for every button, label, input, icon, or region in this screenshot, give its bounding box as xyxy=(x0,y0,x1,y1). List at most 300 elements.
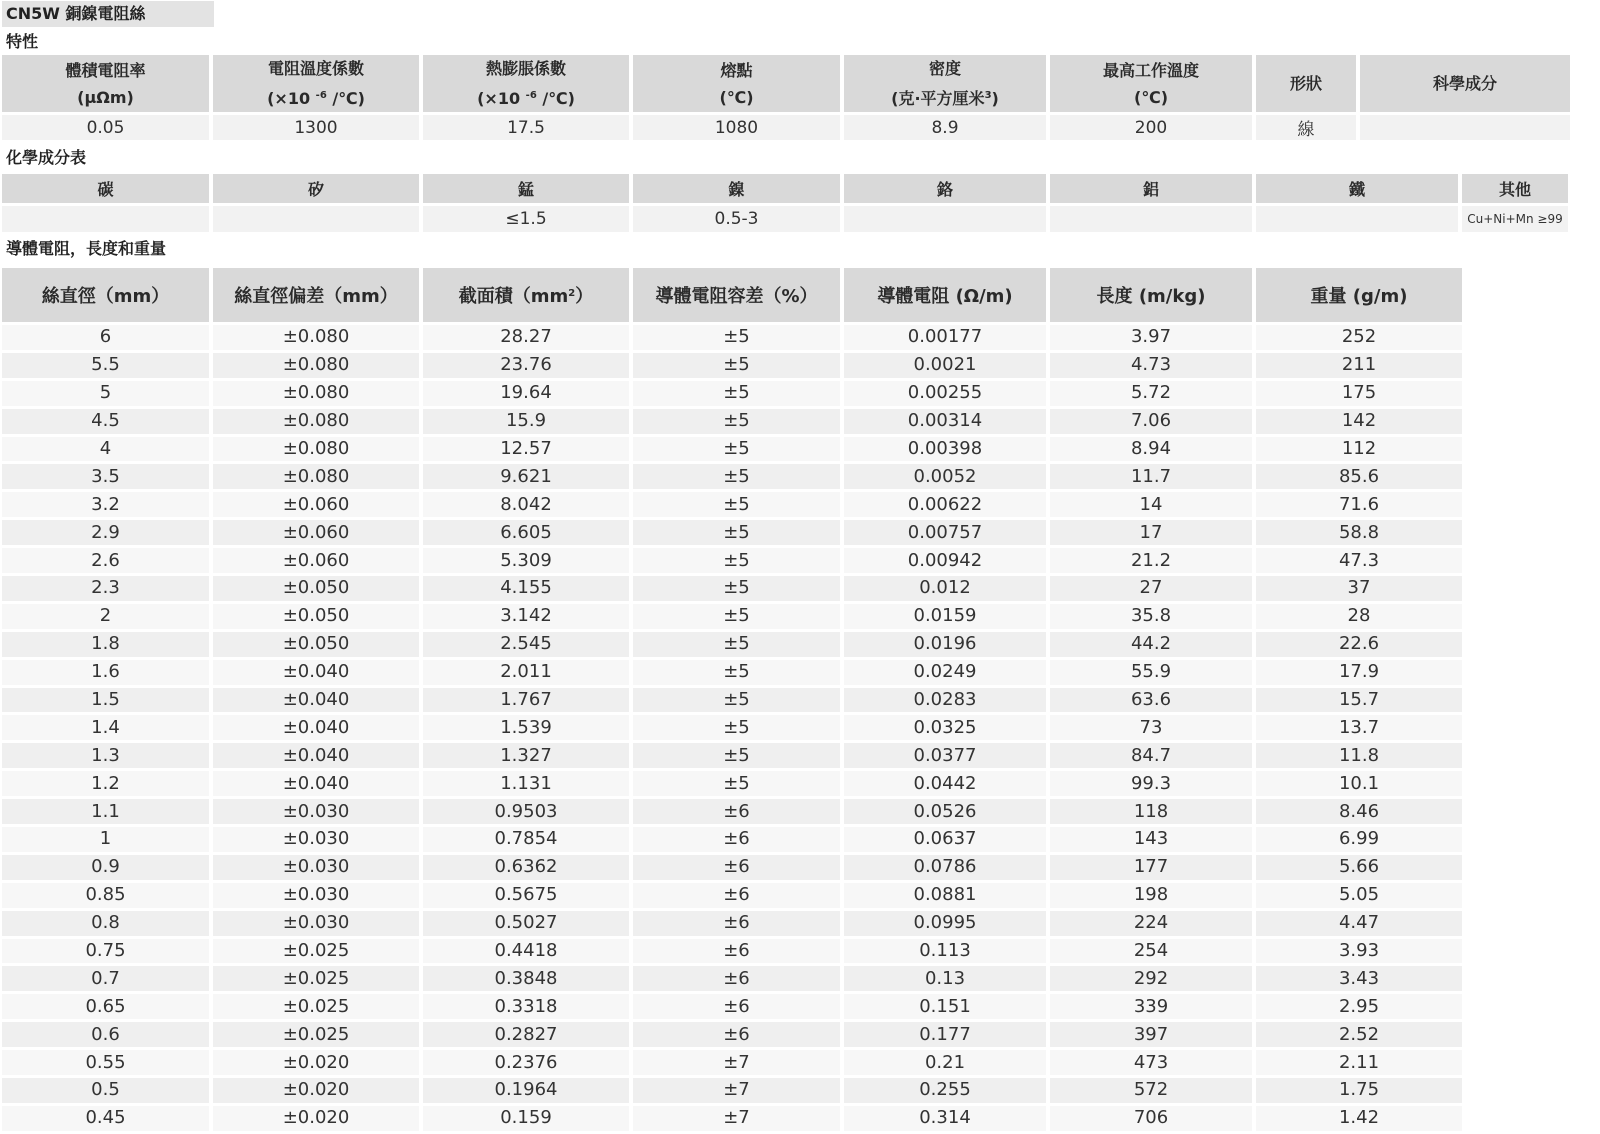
table-cell: ±6 xyxy=(633,883,844,911)
table-cell: 706 xyxy=(1050,1106,1256,1134)
table-cell: 254 xyxy=(1050,939,1256,967)
table-row xyxy=(2,353,1466,381)
table-cell: 1 xyxy=(2,827,213,855)
table-cell: 4.47 xyxy=(1256,911,1466,939)
property-header xyxy=(1256,55,1360,115)
table-cell: 3.2 xyxy=(2,492,213,520)
table-cell: 2.11 xyxy=(1256,1050,1466,1078)
conductor-header-label: 絲直徑（mm） xyxy=(41,286,170,307)
table-cell: 0.0196 xyxy=(844,632,1050,660)
property-header-line2 xyxy=(2,84,209,111)
table-cell: ±0.040 xyxy=(213,688,423,716)
table-cell: ±5 xyxy=(633,437,844,465)
conductor-table xyxy=(2,268,1466,1134)
property-value: 線 xyxy=(1256,115,1360,143)
table-cell: ±6 xyxy=(633,827,844,855)
table-cell: ±0.040 xyxy=(213,743,423,771)
table-cell: 0.65 xyxy=(2,994,213,1022)
conductor-header-tail: ） xyxy=(575,286,594,307)
element-value: Cu+Ni+Mn ≥99 xyxy=(1462,206,1572,235)
properties-section-label: 特性 xyxy=(6,32,39,51)
table-cell: 175 xyxy=(1256,381,1466,409)
table-cell: 15.9 xyxy=(423,409,633,437)
table-cell: 112 xyxy=(1256,437,1466,465)
table-cell: ±0.030 xyxy=(213,883,423,911)
property-header-line1: 形狀 xyxy=(1289,74,1322,93)
table-cell: ±5 xyxy=(633,715,844,743)
table-cell: ±0.030 xyxy=(213,827,423,855)
table-row xyxy=(2,715,1466,743)
conductor-header xyxy=(844,268,1050,325)
table-cell: 198 xyxy=(1050,883,1256,911)
property-header-line2 xyxy=(844,82,1046,112)
table-cell: ±0.020 xyxy=(213,1078,423,1106)
table-row xyxy=(2,492,1466,520)
conductor-header-label: 重量 (g/m) xyxy=(1310,286,1408,307)
table-cell: ±0.060 xyxy=(213,492,423,520)
table-cell: 47.3 xyxy=(1256,548,1466,576)
table-cell: ±6 xyxy=(633,1022,844,1050)
table-cell: ±0.060 xyxy=(213,548,423,576)
property-header-unit: (克·平方厘米 xyxy=(891,89,985,108)
element-header: 鋁 xyxy=(1050,174,1256,206)
table-cell: 35.8 xyxy=(1050,604,1256,632)
table-cell: 0.255 xyxy=(844,1078,1050,1106)
table-cell: 8.042 xyxy=(423,492,633,520)
table-cell: 473 xyxy=(1050,1050,1256,1078)
property-header-unit: (℃) xyxy=(1134,87,1168,107)
table-cell: 397 xyxy=(1050,1022,1256,1050)
chemistry-section-label: 化學成分表 xyxy=(6,148,87,167)
table-cell: ±0.050 xyxy=(213,604,423,632)
table-cell: 0.00177 xyxy=(844,325,1050,353)
conductor-header xyxy=(2,268,213,325)
table-cell: 0.6362 xyxy=(423,855,633,883)
table-cell: ±6 xyxy=(633,994,844,1022)
table-cell: 224 xyxy=(1050,911,1256,939)
table-cell: ±7 xyxy=(633,1106,844,1134)
table-cell: 0.2827 xyxy=(423,1022,633,1050)
table-cell: 4.5 xyxy=(2,409,213,437)
table-cell: ±5 xyxy=(633,576,844,604)
element-header: 碳 xyxy=(2,174,213,206)
table-cell: 11.8 xyxy=(1256,743,1466,771)
property-header-line2 xyxy=(213,82,419,112)
table-cell: ±5 xyxy=(633,325,844,353)
table-cell: 1.42 xyxy=(1256,1106,1466,1134)
table-cell: ±0.080 xyxy=(213,353,423,381)
table-cell: 8.94 xyxy=(1050,437,1256,465)
table-cell: ±5 xyxy=(633,771,844,799)
table-cell: 0.00757 xyxy=(844,520,1050,548)
table-row xyxy=(2,632,1466,660)
table-cell: 55.9 xyxy=(1050,660,1256,688)
conductor-header xyxy=(633,268,844,325)
property-header-unit-tail: /℃) xyxy=(326,89,365,108)
table-cell: 0.0442 xyxy=(844,771,1050,799)
table-cell: 0.012 xyxy=(844,576,1050,604)
table-cell: 8.46 xyxy=(1256,799,1466,827)
element-value: 0.5-3 xyxy=(633,206,844,235)
table-cell: 2.52 xyxy=(1256,1022,1466,1050)
table-cell: ±6 xyxy=(633,855,844,883)
table-cell: 0.00622 xyxy=(844,492,1050,520)
table-cell: 2 xyxy=(2,604,213,632)
table-cell: 0.75 xyxy=(2,939,213,967)
conductor-header xyxy=(423,268,633,325)
property-value: 0.05 xyxy=(2,115,213,143)
table-cell: 0.7854 xyxy=(423,827,633,855)
table-cell: 1.767 xyxy=(423,688,633,716)
table-cell: ±0.025 xyxy=(213,939,423,967)
table-cell: 177 xyxy=(1050,855,1256,883)
conductor-header xyxy=(213,268,423,325)
table-cell: 1.1 xyxy=(2,799,213,827)
table-cell: 0.159 xyxy=(423,1106,633,1134)
table-cell: 0.5675 xyxy=(423,883,633,911)
table-cell: ±5 xyxy=(633,548,844,576)
table-row xyxy=(2,381,1466,409)
element-value: ≤1.5 xyxy=(423,206,633,235)
table-cell: 0.45 xyxy=(2,1106,213,1134)
conductor-header-label: 導體電阻容差（%） xyxy=(655,286,818,307)
table-cell: ±0.080 xyxy=(213,437,423,465)
table-cell: 0.0159 xyxy=(844,604,1050,632)
table-cell: 0.0377 xyxy=(844,743,1050,771)
table-cell: ±7 xyxy=(633,1050,844,1078)
table-cell: 0.113 xyxy=(844,939,1050,967)
table-cell: 7.06 xyxy=(1050,409,1256,437)
table-cell: 1.8 xyxy=(2,632,213,660)
table-cell: ±0.080 xyxy=(213,325,423,353)
table-row xyxy=(2,994,1466,1022)
table-cell: 0.0021 xyxy=(844,353,1050,381)
table-cell: 1.2 xyxy=(2,771,213,799)
element-header: 鉻 xyxy=(844,174,1050,206)
table-cell: ±0.030 xyxy=(213,799,423,827)
conductor-header-exponent: 2 xyxy=(568,288,576,299)
table-row xyxy=(2,1106,1466,1134)
table-cell: ±5 xyxy=(633,520,844,548)
table-cell: 4.73 xyxy=(1050,353,1256,381)
table-cell: ±5 xyxy=(633,632,844,660)
table-cell: 0.0052 xyxy=(844,464,1050,492)
property-header-line1: 熔點 xyxy=(720,60,753,80)
table-cell: ±0.025 xyxy=(213,1022,423,1050)
table-cell: 2.6 xyxy=(2,548,213,576)
table-cell: 10.1 xyxy=(1256,771,1466,799)
table-cell: 3.142 xyxy=(423,604,633,632)
element-header: 鐵 xyxy=(1256,174,1462,206)
table-row xyxy=(2,799,1466,827)
table-cell: 12.57 xyxy=(423,437,633,465)
table-cell: 19.64 xyxy=(423,381,633,409)
property-header-line1: 科學成分 xyxy=(1432,74,1497,93)
table-cell: 0.00398 xyxy=(844,437,1050,465)
table-cell: 3.43 xyxy=(1256,966,1466,994)
table-row xyxy=(2,325,1466,353)
table-cell: 5.72 xyxy=(1050,381,1256,409)
table-cell: 22.6 xyxy=(1256,632,1466,660)
table-cell: 17 xyxy=(1050,520,1256,548)
table-cell: 292 xyxy=(1050,966,1256,994)
table-cell: 0.0881 xyxy=(844,883,1050,911)
table-cell: 0.0325 xyxy=(844,715,1050,743)
table-cell: 84.7 xyxy=(1050,743,1256,771)
table-row xyxy=(2,855,1466,883)
table-cell: ±5 xyxy=(633,688,844,716)
conductor-header-label: 導體電阻 (Ω/m) xyxy=(877,286,1013,307)
table-cell: 21.2 xyxy=(1050,548,1256,576)
property-header-line2 xyxy=(633,84,840,111)
property-header-unit: (×10 xyxy=(267,89,316,108)
table-cell: 0.0249 xyxy=(844,660,1050,688)
table-cell: 58.8 xyxy=(1256,520,1466,548)
table-cell: 3.5 xyxy=(2,464,213,492)
table-cell: 2.011 xyxy=(423,660,633,688)
table-cell: 0.6 xyxy=(2,1022,213,1050)
table-row xyxy=(2,1050,1466,1078)
conductor-header xyxy=(1050,268,1256,325)
table-cell: ±0.020 xyxy=(213,1050,423,1078)
table-cell: 4 xyxy=(2,437,213,465)
table-row xyxy=(2,743,1466,771)
table-cell: 23.76 xyxy=(423,353,633,381)
table-cell: ±0.025 xyxy=(213,994,423,1022)
property-value: 1080 xyxy=(633,115,844,143)
table-cell: 143 xyxy=(1050,827,1256,855)
table-cell: 1.539 xyxy=(423,715,633,743)
table-cell: ±0.030 xyxy=(213,911,423,939)
table-cell: ±0.025 xyxy=(213,966,423,994)
table-cell: 63.6 xyxy=(1050,688,1256,716)
table-cell: ±5 xyxy=(633,492,844,520)
table-cell: ±6 xyxy=(633,911,844,939)
table-cell: 5.66 xyxy=(1256,855,1466,883)
table-row xyxy=(2,911,1466,939)
element-value xyxy=(2,206,213,235)
element-value xyxy=(844,206,1050,235)
property-header-exponent: 3 xyxy=(984,90,992,101)
table-row xyxy=(2,604,1466,632)
table-cell: 0.9 xyxy=(2,855,213,883)
table-cell: 0.177 xyxy=(844,1022,1050,1050)
property-header xyxy=(213,55,423,115)
property-header xyxy=(1050,55,1256,115)
table-cell: ±0.060 xyxy=(213,520,423,548)
table-cell: ±0.030 xyxy=(213,855,423,883)
table-cell: 17.9 xyxy=(1256,660,1466,688)
property-header-line2 xyxy=(423,82,629,112)
table-cell: 14 xyxy=(1050,492,1256,520)
element-value xyxy=(213,206,423,235)
property-header-line1: 體積電阻率 xyxy=(65,60,146,80)
conductor-header-label: 長度 (m/kg) xyxy=(1096,286,1206,307)
element-header: 其他 xyxy=(1462,174,1572,206)
table-cell: 0.0786 xyxy=(844,855,1050,883)
table-cell: 27 xyxy=(1050,576,1256,604)
table-row xyxy=(2,688,1466,716)
table-cell: 1.327 xyxy=(423,743,633,771)
table-cell: ±6 xyxy=(633,966,844,994)
table-cell: ±5 xyxy=(633,604,844,632)
table-cell: 37 xyxy=(1256,576,1466,604)
table-cell: 1.75 xyxy=(1256,1078,1466,1106)
table-cell: 211 xyxy=(1256,353,1466,381)
table-row xyxy=(2,966,1466,994)
property-value: 17.5 xyxy=(423,115,633,143)
property-header-line1: 密度 xyxy=(928,59,961,78)
property-header xyxy=(844,55,1050,115)
property-header-unit: (℃) xyxy=(719,87,754,107)
property-header-line2 xyxy=(1050,84,1252,111)
element-value xyxy=(1050,206,1256,235)
property-header-line1: 電阻溫度係數 xyxy=(267,59,364,78)
table-row xyxy=(2,660,1466,688)
table-cell: 6.605 xyxy=(423,520,633,548)
table-cell: ±0.080 xyxy=(213,464,423,492)
table-cell: ±6 xyxy=(633,799,844,827)
table-cell: 118 xyxy=(1050,799,1256,827)
property-header-unit-tail: /℃) xyxy=(536,89,575,108)
property-header-unit-tail: ) xyxy=(991,89,999,108)
table-cell: 0.00942 xyxy=(844,548,1050,576)
table-cell: 0.5 xyxy=(2,1078,213,1106)
property-value xyxy=(1360,115,1574,143)
table-cell: 0.1964 xyxy=(423,1078,633,1106)
table-row xyxy=(2,1078,1466,1106)
property-header-line1: 最高工作溫度 xyxy=(1102,60,1199,80)
table-cell: 572 xyxy=(1050,1078,1256,1106)
chemistry-table xyxy=(2,174,1572,235)
table-row xyxy=(2,576,1466,604)
table-cell: 0.8 xyxy=(2,911,213,939)
property-header-exponent: -6 xyxy=(315,90,327,101)
conductor-header-label: 截面積（mm xyxy=(458,286,569,307)
table-row xyxy=(2,939,1466,967)
table-cell: 0.55 xyxy=(2,1050,213,1078)
table-cell: 3.97 xyxy=(1050,325,1256,353)
table-cell: 28.27 xyxy=(423,325,633,353)
table-cell: 6.99 xyxy=(1256,827,1466,855)
conductor-section-label: 導體電阻，長度和重量 xyxy=(6,239,167,258)
table-cell: ±0.040 xyxy=(213,660,423,688)
table-cell: 0.85 xyxy=(2,883,213,911)
table-row xyxy=(2,548,1466,576)
table-cell: 0.00314 xyxy=(844,409,1050,437)
table-cell: 5 xyxy=(2,381,213,409)
table-cell: ±0.080 xyxy=(213,381,423,409)
table-cell: ±5 xyxy=(633,353,844,381)
table-cell: ±5 xyxy=(633,409,844,437)
table-cell: 5.05 xyxy=(1256,883,1466,911)
property-header xyxy=(633,55,844,115)
table-cell: 2.9 xyxy=(2,520,213,548)
conductor-header xyxy=(1256,268,1466,325)
table-cell: 2.3 xyxy=(2,576,213,604)
property-value: 200 xyxy=(1050,115,1256,143)
table-cell: 0.3318 xyxy=(423,994,633,1022)
table-cell: 0.3848 xyxy=(423,966,633,994)
table-cell: 2.95 xyxy=(1256,994,1466,1022)
table-cell: 6 xyxy=(2,325,213,353)
table-cell: ±0.040 xyxy=(213,771,423,799)
element-value xyxy=(1256,206,1462,235)
table-cell: 1.3 xyxy=(2,743,213,771)
table-cell: 0.21 xyxy=(844,1050,1050,1078)
table-cell: 1.4 xyxy=(2,715,213,743)
table-cell: 15.7 xyxy=(1256,688,1466,716)
table-cell: 5.5 xyxy=(2,353,213,381)
table-cell: ±0.050 xyxy=(213,632,423,660)
table-row xyxy=(2,520,1466,548)
table-cell: 0.314 xyxy=(844,1106,1050,1134)
table-cell: 1.6 xyxy=(2,660,213,688)
table-row xyxy=(2,883,1466,911)
property-header-line1: 熱膨脹係數 xyxy=(485,59,566,78)
table-row xyxy=(2,1022,1466,1050)
table-cell: 3.93 xyxy=(1256,939,1466,967)
table-cell: 0.4418 xyxy=(423,939,633,967)
table-cell: 0.0995 xyxy=(844,911,1050,939)
table-row xyxy=(2,771,1466,799)
document-title: CN5W 銅鎳電阻絲 xyxy=(2,1,214,27)
table-row xyxy=(2,464,1466,492)
table-cell: 9.621 xyxy=(423,464,633,492)
table-cell: ±0.050 xyxy=(213,576,423,604)
table-cell: 73 xyxy=(1050,715,1256,743)
table-cell: ±6 xyxy=(633,939,844,967)
table-cell: 0.151 xyxy=(844,994,1050,1022)
property-header-unit: (μΩm) xyxy=(77,87,134,107)
property-value: 1300 xyxy=(213,115,423,143)
table-cell: ±5 xyxy=(633,743,844,771)
table-cell: 99.3 xyxy=(1050,771,1256,799)
table-row xyxy=(2,409,1466,437)
table-cell: 0.13 xyxy=(844,966,1050,994)
property-header-unit: (×10 xyxy=(477,89,526,108)
element-header: 矽 xyxy=(213,174,423,206)
table-cell: ±0.040 xyxy=(213,715,423,743)
table-cell: 1.5 xyxy=(2,688,213,716)
table-cell: 339 xyxy=(1050,994,1256,1022)
table-cell: 2.545 xyxy=(423,632,633,660)
element-header: 鎳 xyxy=(633,174,844,206)
table-cell: 44.2 xyxy=(1050,632,1256,660)
table-cell: ±0.020 xyxy=(213,1106,423,1134)
table-cell: ±5 xyxy=(633,660,844,688)
property-header xyxy=(2,55,213,115)
table-row xyxy=(2,437,1466,465)
table-cell: 0.0526 xyxy=(844,799,1050,827)
table-cell: ±0.080 xyxy=(213,409,423,437)
property-value: 8.9 xyxy=(844,115,1050,143)
table-cell: 0.0637 xyxy=(844,827,1050,855)
table-cell: 0.9503 xyxy=(423,799,633,827)
property-header xyxy=(423,55,633,115)
table-cell: 252 xyxy=(1256,325,1466,353)
table-cell: ±5 xyxy=(633,464,844,492)
table-row xyxy=(2,827,1466,855)
table-cell: 0.7 xyxy=(2,966,213,994)
table-cell: 0.00255 xyxy=(844,381,1050,409)
table-cell: 28 xyxy=(1256,604,1466,632)
table-cell: 0.5027 xyxy=(423,911,633,939)
table-cell: 4.155 xyxy=(423,576,633,604)
conductor-header-label: 絲直徑偏差（mm） xyxy=(234,286,398,307)
properties-table xyxy=(2,55,1574,143)
table-cell: 0.0283 xyxy=(844,688,1050,716)
